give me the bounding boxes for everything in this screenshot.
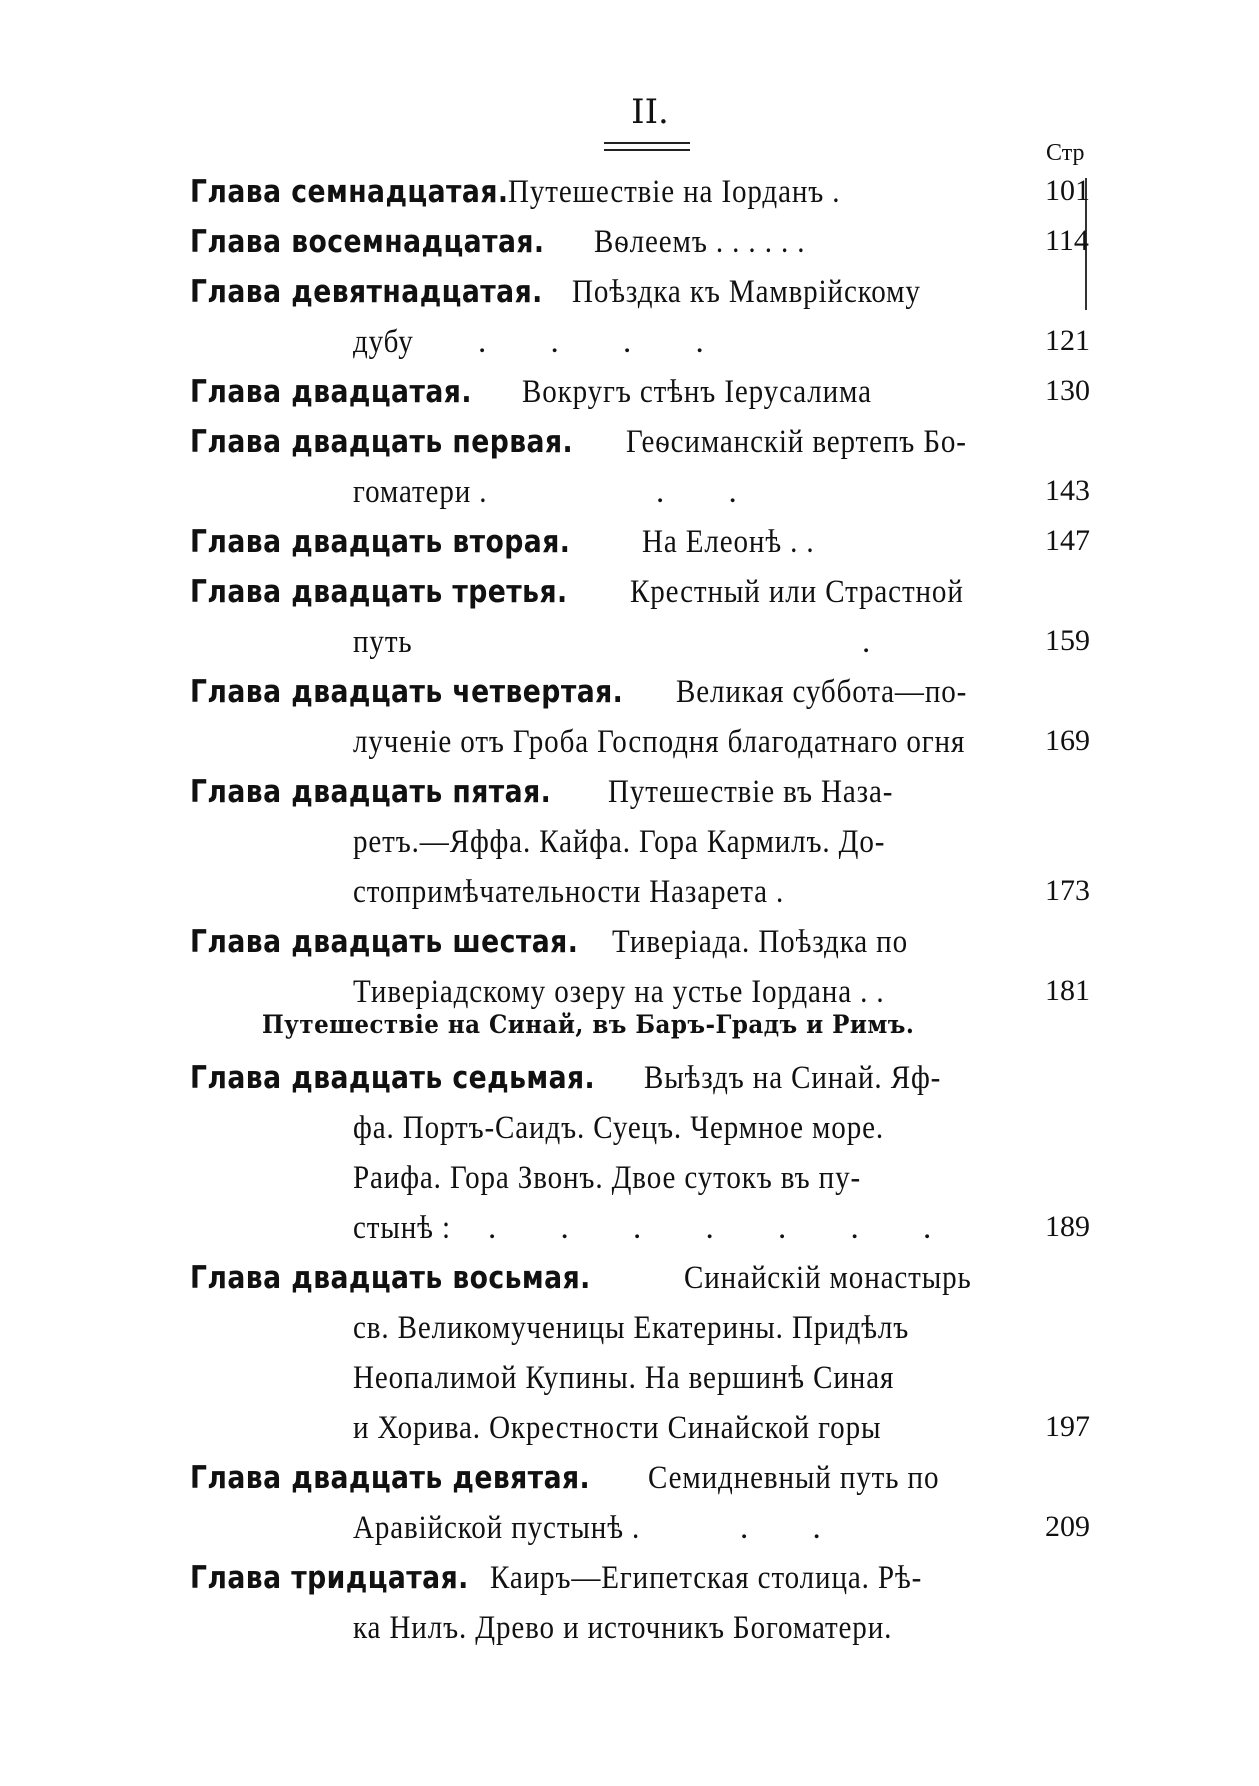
toc-entry-19-cont (0, 324, 1259, 372)
chapter-label: Глава двадцать третья. (190, 574, 568, 610)
page-ref: 147 (1045, 524, 1090, 557)
chapter-title: Путешествіе въ Наза- (608, 774, 894, 810)
chapter-title-cont: и Хорива. Окрестности Синайской горы (353, 1410, 882, 1446)
toc-entry-24 (0, 674, 1259, 722)
chapter-title: Путешествіе на Іорданъ . (508, 174, 841, 210)
toc-entry-20 (0, 374, 1259, 422)
chapter-title: Поѣздка къ Мамврійскому (572, 274, 921, 310)
roman-page-number: II. (631, 92, 669, 132)
page-ref: 114 (1045, 224, 1089, 257)
chapter-title-cont: ретъ.—Яффа. Кайфа. Гора Кармилъ. До- (353, 824, 886, 860)
toc-entry-30 (0, 1560, 1259, 1608)
toc-entry-29-cont (0, 1510, 1259, 1558)
page-ref: 101 (1045, 174, 1090, 207)
page-ref: 130 (1045, 374, 1090, 407)
chapter-title: Геѳсиманскій вертепъ Бо- (626, 424, 967, 460)
chapter-title: Крестный или Страстной (630, 574, 964, 610)
toc-entry-18 (0, 224, 1259, 272)
chapter-label: Глава восемнадцатая. (190, 224, 545, 260)
chapter-title-cont: Тиверіадскому озеру на устье Іордана . . (353, 974, 885, 1010)
chapter-title-cont: Неопалимой Купины. На вершинѣ Синая (353, 1360, 895, 1396)
chapter-label: Глава тридцатая. (190, 1560, 469, 1596)
toc-entry-25 (0, 774, 1259, 822)
toc-entry-21-cont (0, 474, 1259, 522)
chapter-title-cont: дубу (353, 324, 414, 360)
toc-entry-25-cont (0, 874, 1259, 922)
toc-entry-27-cont (0, 1210, 1259, 1258)
page-ref: 169 (1045, 724, 1090, 757)
toc-entry-28-cont (0, 1310, 1259, 1358)
chapter-label: Глава семнадцатая. (190, 174, 509, 210)
toc-entry-17 (0, 174, 1259, 222)
chapter-title: Выѣздъ на Синай. Яф- (644, 1060, 942, 1096)
toc-entry-27-cont (0, 1110, 1259, 1158)
chapter-label: Глава двадцать вторая. (190, 524, 571, 560)
chapter-title: Тиверіада. Поѣздка по (612, 924, 908, 960)
chapter-label: Глава девятнадцатая. (190, 274, 543, 310)
toc-entry-28-cont (0, 1360, 1259, 1408)
chapter-title: Семидневный путь по (648, 1460, 940, 1496)
chapter-title-cont: Раифа. Гора Звонъ. Двое сутокъ въ пу- (353, 1160, 862, 1196)
chapter-title-cont: фа. Портъ-Саидъ. Суецъ. Чермное море. (353, 1110, 885, 1146)
section-heading: Путешествіе на Синай, въ Баръ-Градъ и Римъ. (262, 1010, 915, 1039)
toc-entry-19 (0, 274, 1259, 322)
page-ref: 181 (1045, 974, 1090, 1007)
toc-entry-22 (0, 524, 1259, 572)
chapter-title: Синайскій монастырь (684, 1260, 972, 1296)
toc-entry-21 (0, 424, 1259, 472)
chapter-title-cont: Аравійской пустынѣ . (353, 1510, 641, 1546)
toc-entry-28-cont (0, 1410, 1259, 1458)
chapter-title-cont: путь (353, 624, 413, 660)
leader-dots: . . . . . . . (488, 1210, 960, 1246)
chapter-label: Глава двадцатая. (190, 374, 472, 410)
page-ref: 173 (1045, 874, 1090, 907)
chapter-label: Глава двадцать девятая. (190, 1460, 591, 1496)
chapter-label: Глава двадцать восьмая. (190, 1260, 591, 1296)
chapter-title: Великая суббота—по- (676, 674, 968, 710)
chapter-title-cont: св. Великомученицы Екатерины. Придѣлъ (353, 1310, 910, 1346)
chapter-title: Вѳлеемъ . . . . . . (594, 224, 806, 260)
chapter-title-cont: стопримѣчательности Назарета . (353, 874, 785, 910)
leader-dots: . (862, 624, 899, 660)
page-ref: 197 (1045, 1410, 1090, 1443)
page-ref: 121 (1045, 324, 1090, 357)
chapter-title-cont: лученіе отъ Гроба Господня благодатнаго огня (353, 724, 966, 760)
chapter-label: Глава двадцать пятая. (190, 774, 552, 810)
page-ref: 159 (1045, 624, 1090, 657)
chapter-title-cont: ка Нилъ. Древо и источникъ Богоматери. (353, 1610, 893, 1646)
toc-entry-24-cont (0, 724, 1259, 772)
leader-dots: . . . . (478, 324, 732, 360)
leader-dots: . . (656, 474, 765, 510)
double-rule (604, 142, 690, 151)
toc-entry-30-cont (0, 1610, 1259, 1658)
chapter-title-cont: гоматери . (353, 474, 488, 510)
toc-entry-23-cont (0, 624, 1259, 672)
chapter-label: Глава двадцать седьмая. (190, 1060, 596, 1096)
chapter-label: Глава двадцать четвертая. (190, 674, 624, 710)
toc-entry-27-cont (0, 1160, 1259, 1208)
chapter-title: Вокругъ стѣнъ Іерусалима (522, 374, 872, 410)
page-ref: 189 (1045, 1210, 1090, 1243)
toc-entry-29 (0, 1460, 1259, 1508)
chapter-label: Глава двадцать шестая. (190, 924, 579, 960)
chapter-title-cont: стынѣ : (353, 1210, 451, 1246)
toc-entry-23 (0, 574, 1259, 622)
toc-entry-27 (0, 1060, 1259, 1108)
page-ref: 209 (1045, 1510, 1090, 1543)
page-column-header: Стр (1046, 140, 1085, 166)
leader-dots: . . (740, 1510, 849, 1546)
chapter-title: Каиръ—Египетская столица. Рѣ- (490, 1560, 923, 1596)
toc-entry-25-cont (0, 824, 1259, 872)
chapter-title: На Елеонѣ . . (642, 524, 815, 560)
toc-entry-26 (0, 924, 1259, 972)
chapter-label: Глава двадцать первая. (190, 424, 574, 460)
toc-entry-28 (0, 1260, 1259, 1308)
page-ref: 143 (1045, 474, 1090, 507)
